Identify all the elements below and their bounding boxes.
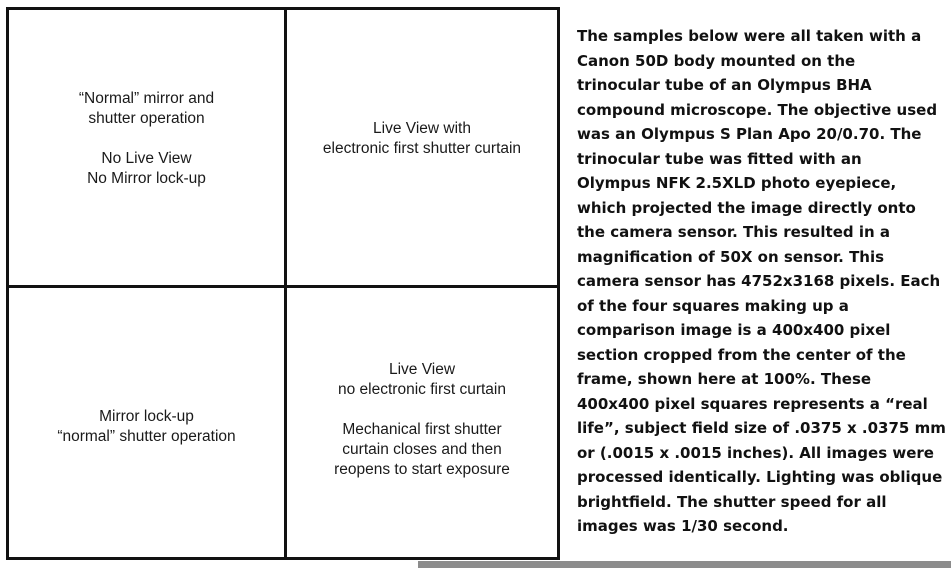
cell-normal-mirror-shutter [9,10,287,288]
description-line: the camera sensor. This resulted in a [577,223,890,241]
cell-text-line: Mirror lock-up [99,407,194,425]
cell-text-line: electronic first shutter curtain [322,139,522,157]
description-line: images was 1/30 second. [577,517,789,535]
description-line: life”, subject field size of .0375 x .0375 mm [577,419,946,437]
description-line: brightfield. The shutter speed for all [577,492,887,511]
description-line: trinocular tube of an Olympus BHA [577,76,872,94]
cell-text-line: shutter operation [88,109,205,127]
cell-live-view-mechanical [287,288,557,557]
cell-text-line: No Live View [101,149,192,167]
bottom-divider-bar [418,561,951,568]
description-line: Olympus NFK 2.5XLD photo eyepiece, [577,174,897,192]
cell-text-line: “normal” shutter operation [57,427,236,445]
cell-mirror-lockup [9,288,287,557]
description-text [577,24,949,539]
cell-text-line: Live View [388,360,456,378]
description-line: section cropped from the center of the [577,345,906,364]
description-line: was an Olympus S Plan Apo 20/0.70. The [577,125,922,143]
cell-text-line: reopens to start exposure [334,460,510,478]
description-line: The samples below were all taken with a [577,27,922,45]
comparison-grid [6,7,560,560]
description-line: frame, shown here at 100%. These [577,370,872,388]
cell-text-line: curtain closes and then [342,440,502,458]
description-line: processed identically. Lighting was oblique [577,468,943,486]
description-line: trinocular tube was fitted with an [577,149,862,168]
description-line: compound microscope. The objective used [577,100,938,119]
description-line: 400x400 pixel squares represents a “real [577,394,928,413]
description-line: camera sensor has 4752x3168 pixels. Each [577,272,941,290]
cell-text-line: No Mirror lock-up [87,169,206,187]
description-line: which projected the image directly onto [577,198,916,217]
description-line: magnification of 50X on sensor. This [577,247,885,266]
cell-text-line: Mechanical first shutter [342,420,502,438]
cell-live-view-electronic [287,10,557,288]
description-line: Canon 50D body mounted on the [577,51,856,70]
cell-text-line: “Normal” mirror and [78,89,215,107]
cell-text-line: no electronic first curtain [338,380,506,398]
description-line: or (.0015 x .0015 inches). All images were [577,443,934,462]
cell-text-line: Live View with [373,119,471,137]
description-line: comparison image is a 400x400 pixel [577,321,891,339]
description-line: of the four squares making up a [577,296,849,315]
